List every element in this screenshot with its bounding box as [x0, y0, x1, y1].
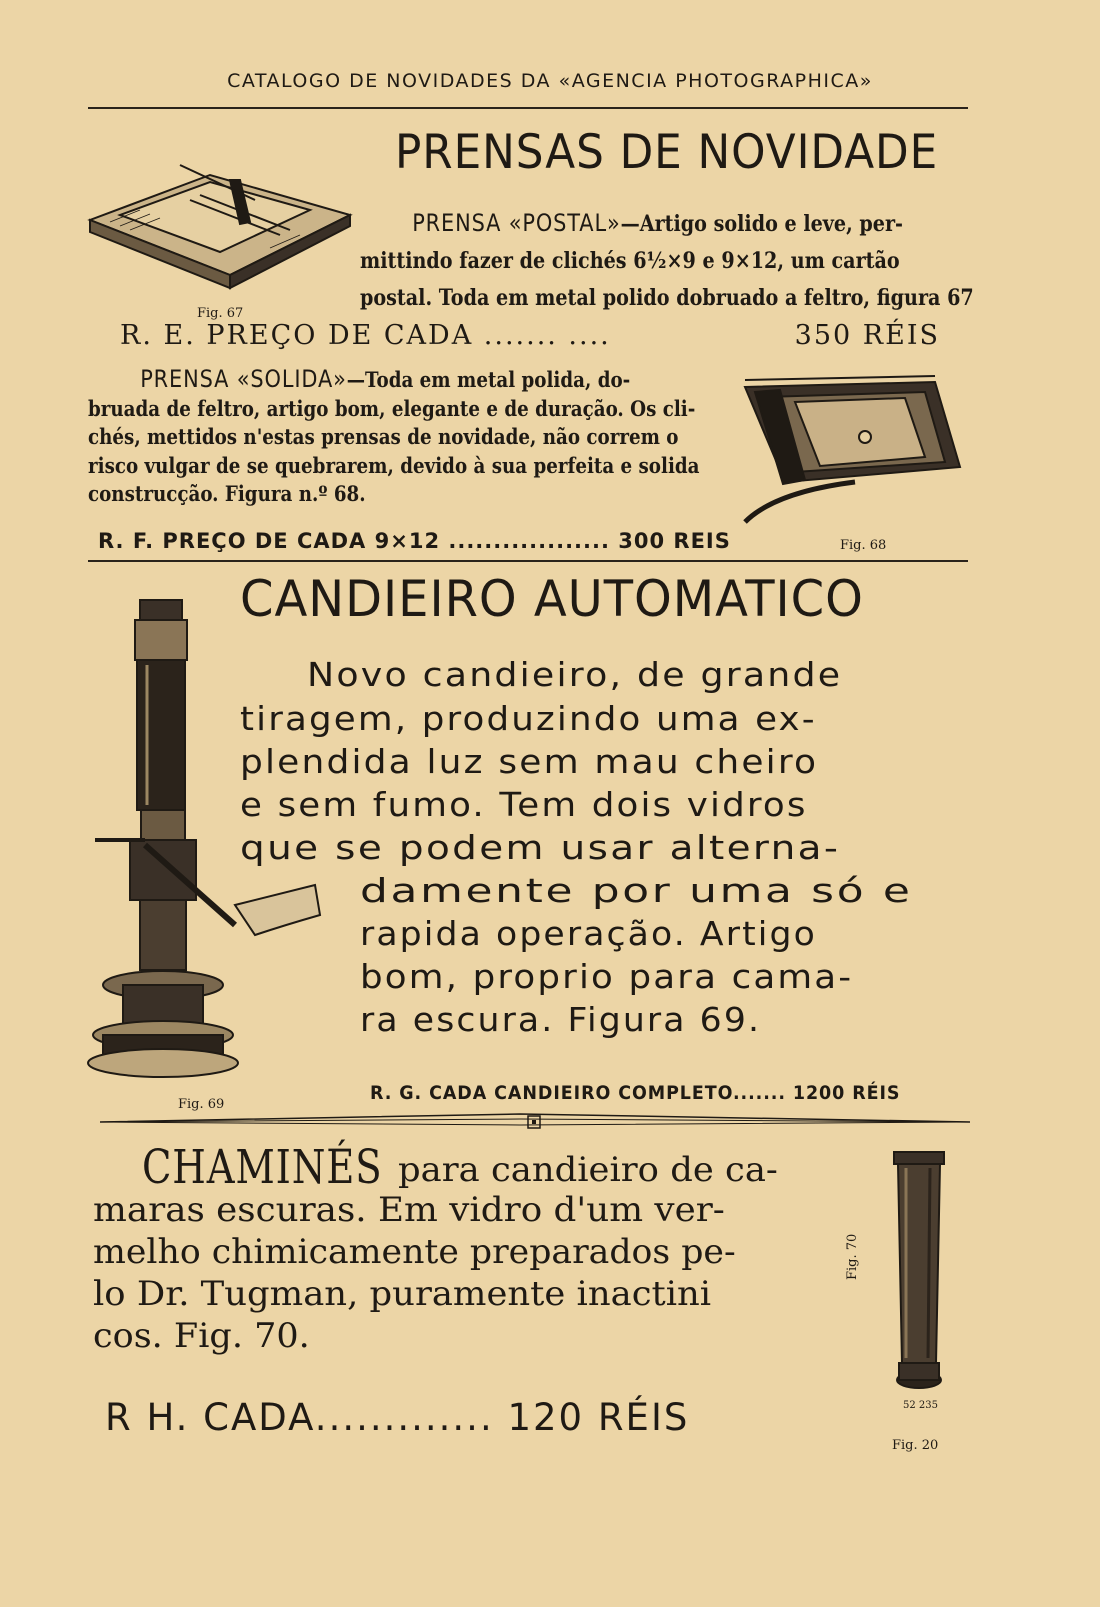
fig-67-label: Fig. 67	[197, 306, 244, 321]
prensa-postal-lead: PRENSA «POSTAL»	[412, 209, 621, 237]
prensa-solida-line-5: construcção. Figura n.º 68.	[88, 481, 366, 506]
section-rule-1	[88, 560, 968, 562]
prensa-solida-line-1: —Toda em metal polida, do-	[346, 367, 631, 392]
fig-70-side-label: Fig. 70	[845, 1233, 860, 1280]
chamines-line-3: melho chimicamente preparados pe-	[93, 1232, 736, 1272]
candieiro-line-9: ra escura. Figura 69.	[360, 1000, 762, 1039]
prensa-postal-price-label: R. E. PREÇO DE CADA ....... ....	[120, 320, 611, 351]
prensa-postal-price	[120, 320, 940, 351]
prensa-postal-line-1: —Artigo solido e leve, per-	[620, 211, 904, 237]
prensa-solida-line-3: chés, mettidos n'estas prensas de novidade, não correm o	[88, 424, 679, 449]
candieiro-line-3: plendida luz sem mau cheiro	[240, 742, 819, 781]
candieiro-line-8: bom, proprio para cama-	[360, 957, 854, 996]
candieiro-line-6: damente por uma só e	[360, 871, 913, 910]
candieiro-line-5: que se podem usar alterna-	[240, 828, 841, 867]
prensa-postal-line-3: postal. Toda em metal polido dobruado a feltro, figura 67	[360, 285, 974, 311]
chamines-line-2: maras escuras. Em vidro d'um ver-	[93, 1190, 725, 1230]
prensa-postal-line-2: mittindo fazer de clichés 6½×9 e 9×12, um cartão	[360, 248, 900, 274]
fig-code-label: 52 235	[903, 1400, 938, 1411]
fig-69-label: Fig. 69	[178, 1097, 225, 1112]
page-header: CATALOGO DE NOVIDADES DA «AGENCIA PHOTOGRAPHICA»	[227, 70, 873, 92]
press-solida-illustration	[735, 372, 965, 537]
prensa-postal-paragraph	[360, 205, 974, 317]
prensa-solida-line-2: bruada de feltro, artigo bom, elegante e de duração. Os cli-	[88, 395, 696, 421]
fig-20-label: Fig. 20	[892, 1438, 939, 1453]
chamines-title: CHAMINÉS	[142, 1140, 383, 1195]
candieiro-price: R. G. CADA CANDIEIRO COMPLETO....... 1200 RÉIS	[370, 1082, 901, 1104]
press-postal-illustration	[80, 160, 360, 315]
prensa-postal-price-value: 350 RÉIS	[794, 320, 940, 351]
prensa-solida-price: R. F. PREÇO DE CADA 9×12 .................. 300 REIS	[98, 529, 731, 553]
chamines-line-5: cos. Fig. 70.	[93, 1316, 310, 1356]
candieiro-line-1: Novo candieiro, de grande	[307, 655, 843, 694]
prensa-solida-lead: PRENSA «SOLIDA»	[140, 365, 347, 393]
prensa-solida-paragraph	[88, 365, 710, 509]
candieiro-line-2: tiragem, produzindo uma ex-	[240, 699, 817, 738]
header-rule	[88, 107, 968, 109]
candieiro-line-7: rapida operação. Artigo	[360, 914, 817, 953]
fig-68-label: Fig. 68	[840, 538, 887, 553]
candieiro-line-4: e sem fumo. Tem dois vidros	[240, 785, 808, 824]
chamines-line-4: lo Dr. Tugman, puramente inactini	[93, 1274, 712, 1314]
prensa-solida-line-4: risco vulgar de se quebrarem, devido à sua perfeita e solida	[88, 452, 700, 478]
prensas-title: PRENSAS DE NOVIDADE	[395, 125, 939, 180]
chimney-glass-illustration	[890, 1148, 950, 1398]
chamines-first-line: para candieiro de ca-	[398, 1150, 778, 1190]
ornamental-divider	[100, 1110, 970, 1130]
chamines-price: R H. CADA............. 120 RÉIS	[105, 1396, 690, 1439]
candieiro-title: CANDIEIRO AUTOMATICO	[240, 570, 864, 628]
